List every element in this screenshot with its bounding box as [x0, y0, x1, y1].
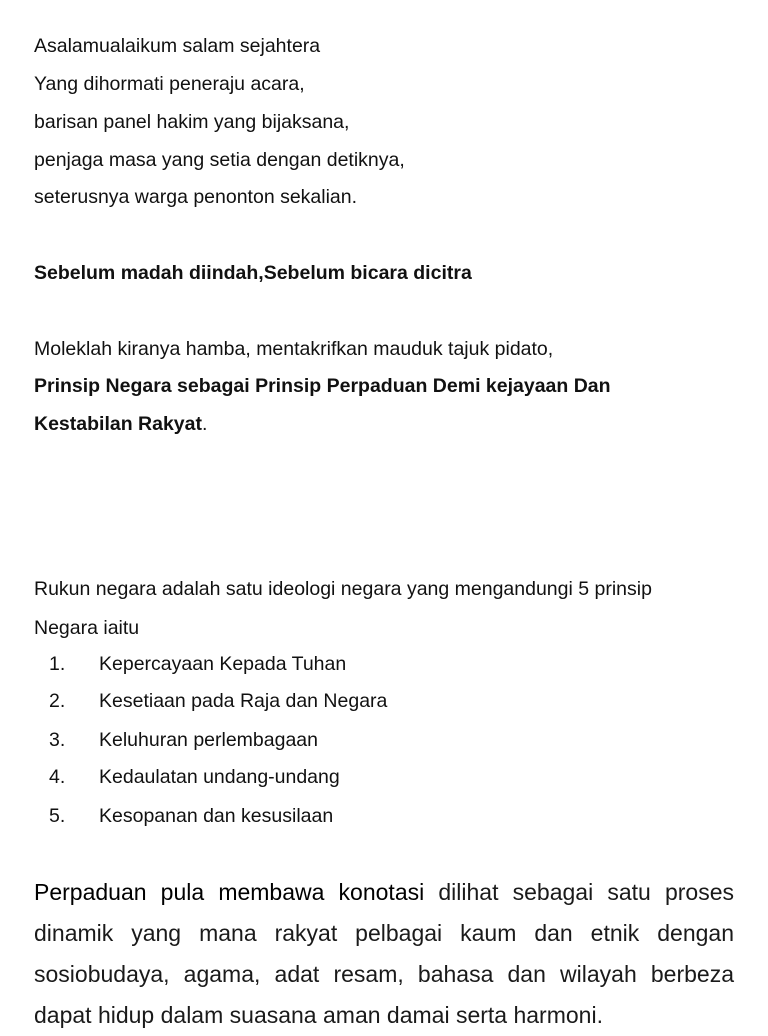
list-item-number: 4.	[49, 766, 66, 788]
greeting-line: penjaga masa yang setia dengan detiknya,	[34, 149, 405, 171]
list-item-text: Kedaulatan undang-undang	[99, 766, 340, 788]
topic-title-period: .	[202, 413, 208, 435]
greeting-line: Yang dihormati peneraju acara,	[34, 73, 305, 95]
list-item-number: 1.	[49, 653, 66, 675]
greeting-line: seterusnya warga penonton sekalian.	[34, 186, 358, 208]
list-item-text: Kesetiaan pada Raja dan Negara	[99, 690, 388, 712]
list-item-text: Kepercayaan Kepada Tuhan	[99, 653, 347, 675]
list-item-number: 5.	[49, 805, 66, 827]
topic-title-text: Kestabilan Rakyat	[34, 413, 202, 435]
list-item-text: Kesopanan dan kesusilaan	[99, 805, 334, 827]
perpaduan-rest: dilihat sebagai satu proses dinamik yang mana rakyat pelbagai kaum dan etnik dengan sosiobudaya, agama, adat resam, bahasa dan wilayah berbeza dapat hidup dalam suasana aman damai serta harmoni.	[34, 879, 734, 1028]
perpaduan-paragraph	[34, 872, 734, 1036]
opening-bold-line: Sebelum madah diindah,Sebelum bicara dicitra	[34, 262, 472, 284]
greeting-line: Asalamualaikum salam sejahtera	[34, 35, 321, 57]
topic-title-line-2	[34, 411, 207, 437]
list-item-text: Keluhuran perlembagaan	[99, 729, 318, 751]
list-item-number: 2.	[49, 690, 66, 712]
rukun-intro-line-2: Negara iaitu	[34, 617, 140, 639]
perpaduan-lead: Perpaduan pula membawa konotasi	[34, 879, 425, 905]
rukun-intro-line-1: Rukun negara adalah satu ideologi negara yang mengandungi 5 prinsip	[34, 578, 652, 600]
topic-intro: Moleklah kiranya hamba, mentakrifkan mauduk tajuk pidato,	[34, 338, 554, 360]
greeting-line: barisan panel hakim yang bijaksana,	[34, 111, 350, 133]
topic-title-line-1: Prinsip Negara sebagai Prinsip Perpaduan Demi kejayaan Dan	[34, 375, 611, 397]
list-item-number: 3.	[49, 729, 66, 751]
